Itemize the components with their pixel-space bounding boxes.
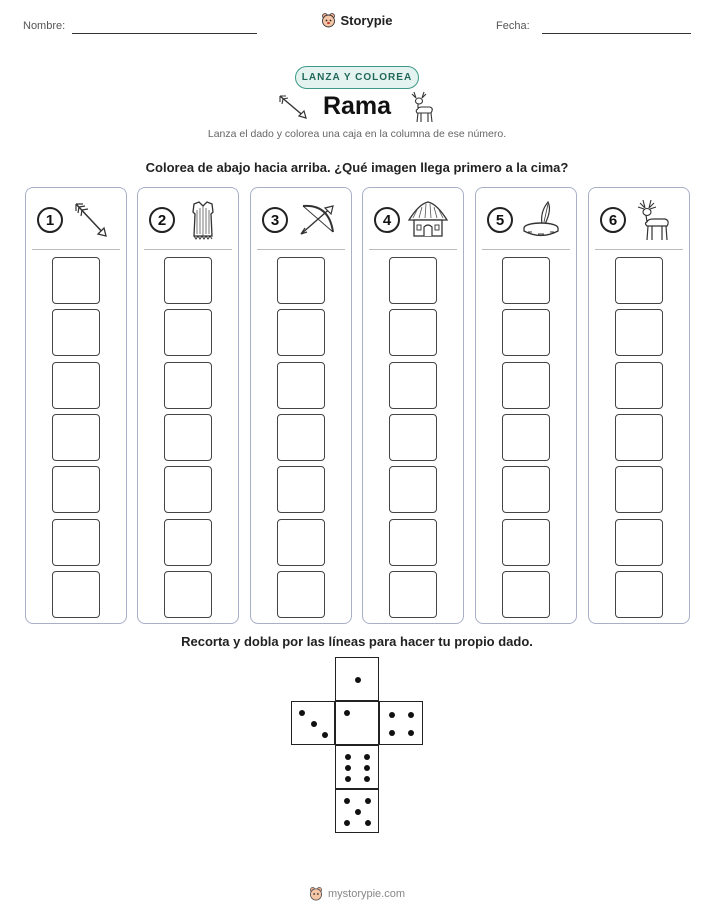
dice-pip <box>344 798 350 804</box>
color-box[interactable] <box>164 257 212 304</box>
column-header <box>32 188 120 250</box>
dice-pip <box>355 809 361 815</box>
color-box[interactable] <box>52 519 100 566</box>
color-box[interactable] <box>615 362 663 409</box>
bow-and-arrow-icon <box>293 198 339 242</box>
brand-name: Storypie <box>340 12 393 28</box>
column-4 <box>362 187 464 624</box>
color-box[interactable] <box>52 257 100 304</box>
color-box[interactable] <box>277 414 325 461</box>
color-box[interactable] <box>164 519 212 566</box>
color-box[interactable] <box>277 466 325 513</box>
color-box[interactable] <box>615 466 663 513</box>
dice-pip <box>408 712 414 718</box>
color-box[interactable] <box>389 414 437 461</box>
color-box[interactable] <box>615 309 663 356</box>
brand-logo <box>0 12 714 28</box>
storypie-mascot-icon <box>309 886 323 901</box>
footer-url[interactable]: mystorypie.com <box>327 887 406 900</box>
color-box[interactable] <box>502 571 550 618</box>
dice-face-1-center <box>335 701 379 745</box>
dice-face-5 <box>335 789 379 833</box>
column-header <box>257 188 345 250</box>
date-label: Fecha: <box>496 20 530 32</box>
dice-pip <box>389 712 395 718</box>
color-box[interactable] <box>277 571 325 618</box>
dice-pip <box>345 765 351 771</box>
color-box[interactable] <box>389 571 437 618</box>
column-number: 1 <box>37 207 63 233</box>
dice-pip <box>364 754 370 760</box>
dice-pip <box>345 754 351 760</box>
column-header <box>482 188 570 250</box>
color-box[interactable] <box>164 309 212 356</box>
color-box[interactable] <box>277 309 325 356</box>
color-box[interactable] <box>277 519 325 566</box>
color-box[interactable] <box>615 571 663 618</box>
page-subtitle: Lanza el dado y colorea una caja en la columna de ese número. <box>207 128 507 140</box>
color-box[interactable] <box>502 257 550 304</box>
color-box[interactable] <box>615 414 663 461</box>
deer-icon <box>631 198 677 242</box>
color-box[interactable] <box>389 257 437 304</box>
color-box[interactable] <box>502 414 550 461</box>
footer <box>0 886 714 901</box>
column-1 <box>25 187 127 624</box>
color-box[interactable] <box>389 362 437 409</box>
column-5 <box>475 187 577 624</box>
dice-pip <box>344 820 350 826</box>
color-box[interactable] <box>164 362 212 409</box>
color-box[interactable] <box>52 309 100 356</box>
color-box[interactable] <box>52 571 100 618</box>
arrow-icon <box>68 198 114 242</box>
color-box[interactable] <box>502 466 550 513</box>
dice-face-4 <box>379 701 423 745</box>
column-header <box>144 188 232 250</box>
dice-pip <box>299 710 305 716</box>
color-box[interactable] <box>164 466 212 513</box>
color-box[interactable] <box>52 466 100 513</box>
dice-pip <box>408 730 414 736</box>
activity-badge: LANZA Y COLOREA <box>295 66 419 89</box>
dice-pip <box>365 820 371 826</box>
color-box[interactable] <box>615 519 663 566</box>
color-box[interactable] <box>52 414 100 461</box>
dice-pip <box>365 798 371 804</box>
page-title: Rama <box>322 92 392 120</box>
deer-icon <box>406 90 436 124</box>
dice-face-6 <box>335 745 379 789</box>
dice-face-3 <box>291 701 335 745</box>
dice-pip <box>311 721 317 727</box>
color-box[interactable] <box>502 362 550 409</box>
column-header <box>369 188 457 250</box>
color-box[interactable] <box>164 571 212 618</box>
name-label: Nombre: <box>23 20 66 32</box>
feather-headdress-icon <box>518 198 564 242</box>
fur-vest-icon <box>180 198 226 242</box>
dice-pip <box>389 730 395 736</box>
dice-face-1 <box>335 657 379 701</box>
date-field-line[interactable] <box>542 33 691 34</box>
color-box[interactable] <box>277 362 325 409</box>
dice-pip <box>344 710 350 716</box>
column-header <box>595 188 683 250</box>
column-number: 3 <box>262 207 288 233</box>
storypie-mascot-icon <box>321 12 336 28</box>
color-box[interactable] <box>615 257 663 304</box>
hut-icon <box>405 198 451 242</box>
column-number: 4 <box>374 207 400 233</box>
column-number: 5 <box>487 207 513 233</box>
color-box[interactable] <box>389 466 437 513</box>
column-2 <box>137 187 239 624</box>
dice-pip <box>345 776 351 782</box>
dice-pip <box>355 677 361 683</box>
dice-pip <box>322 732 328 738</box>
color-box[interactable] <box>52 362 100 409</box>
color-box[interactable] <box>277 257 325 304</box>
color-box[interactable] <box>164 414 212 461</box>
dice-pip <box>364 776 370 782</box>
color-box[interactable] <box>502 519 550 566</box>
dice-pip <box>364 765 370 771</box>
column-number: 6 <box>600 207 626 233</box>
name-field-line[interactable] <box>72 33 257 34</box>
column-number: 2 <box>149 207 175 233</box>
coloring-instruction: Colorea de abajo hacia arriba. ¿Qué imagen llega primero a la cima? <box>145 160 569 175</box>
color-box[interactable] <box>502 309 550 356</box>
column-6 <box>588 187 690 624</box>
column-3 <box>250 187 352 624</box>
color-box[interactable] <box>389 519 437 566</box>
dice-instruction: Recorta y dobla por las líneas para hacer tu propio dado. <box>181 634 533 649</box>
color-box[interactable] <box>389 309 437 356</box>
